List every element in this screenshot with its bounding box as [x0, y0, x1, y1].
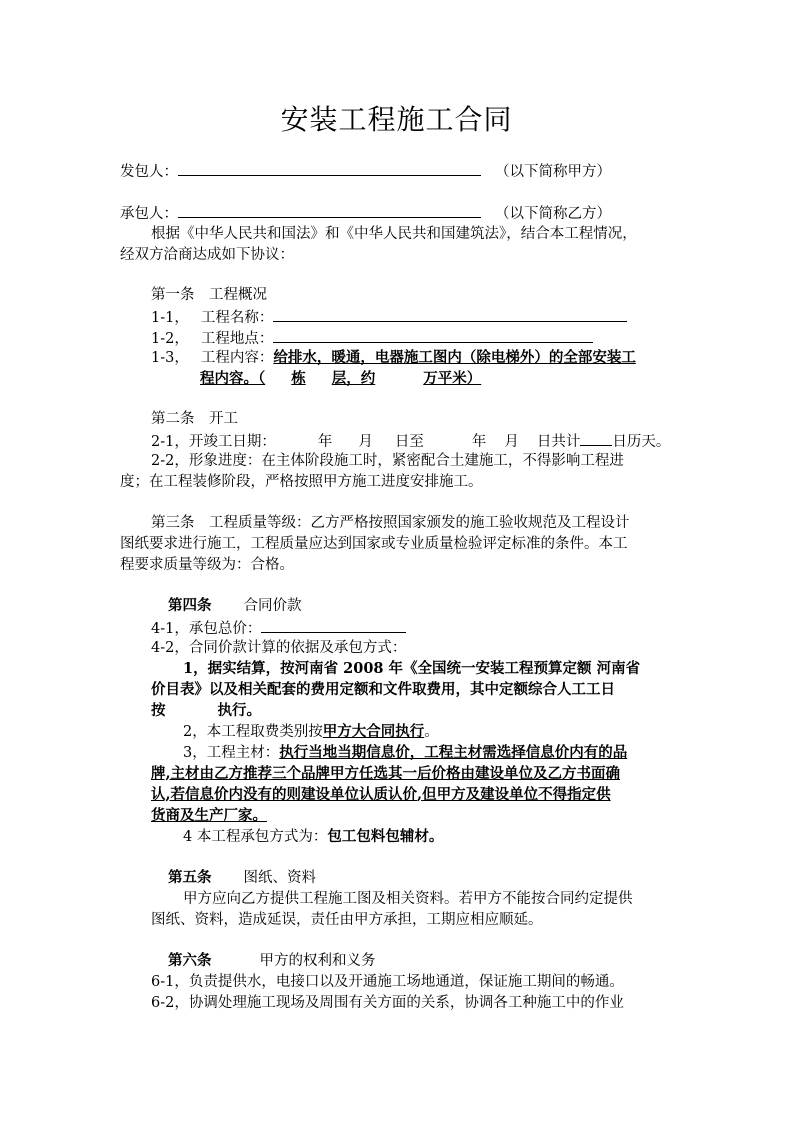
article-5-line-1: 甲方应向乙方提供工程施工图及相关资料。若甲方不能按合同约定提供: [183, 891, 633, 907]
clause-4-3-l3-a: 认,若信息价内没有的则建设单位认质认价: [151, 786, 418, 803]
article-6-number: 第六条: [168, 952, 212, 969]
clause-4-3-line-2: 牌,主材由乙方推荐三个品牌甲方任选其一后价格由建设单位及乙方书面确: [151, 765, 621, 782]
intro-line-1: 根据《中华人民共和国法》和《中华人民共和国建筑法》，结合本工程情况，: [151, 226, 637, 242]
project-content-text: 给排水，暖通，电器施工图内（除电梯外）的全部安装工: [273, 349, 636, 366]
article-5-title: 图纸、资料: [243, 870, 316, 886]
party-b-label: 承包人：: [120, 206, 178, 222]
schedule-label: 2-1，开竣工日期：: [151, 434, 276, 450]
item-2-1: [151, 430, 670, 452]
clause-4-1-line-1: 1，据实结算，按河南省 2008 年《全国统一安装工程预算定额 河南省: [183, 660, 641, 677]
project-name-blank[interactable]: [273, 306, 627, 322]
content-area: 万平米）: [423, 370, 482, 387]
article-4-title: 合同价款: [243, 598, 302, 614]
item-1-3: [151, 348, 636, 368]
start-day: 日至: [394, 434, 424, 450]
clause-4-3-l3-c: 但甲方及建设单位不得指定供: [422, 786, 611, 803]
start-year: 年: [317, 434, 333, 450]
start-month: 月: [358, 434, 373, 450]
item-1-1-number: 1-1，: [151, 310, 189, 326]
clause-4-1-line-3: [151, 701, 261, 721]
clause-4-1-per: 按: [151, 702, 166, 719]
article-2-heading: 第二条 开工: [151, 411, 238, 427]
project-location-label: 工程地点：: [200, 331, 274, 347]
party-a-blank[interactable]: [178, 160, 481, 176]
contract-mode-label: 4 本工程承包方式为：: [183, 829, 328, 845]
article-6-heading: [168, 951, 376, 971]
total-days-blank[interactable]: [580, 430, 612, 446]
party-a-line: [120, 160, 611, 182]
project-content-label: 工程内容：: [200, 350, 274, 366]
article-4-heading: [168, 596, 302, 616]
article-6-title: 甲方的权利和义务: [259, 953, 376, 969]
clause-4-4: [183, 827, 443, 847]
intro-line-2: 经双方洽商达成如下协议：: [120, 247, 294, 263]
contract-mode-value: 包工包料包辅材。: [327, 828, 444, 845]
item-1-3-cont: [200, 369, 481, 389]
clause-4-3-line-4: 货商及生产厂家。: [151, 807, 267, 824]
item-1-2: [151, 327, 593, 349]
project-location-blank[interactable]: [273, 327, 593, 343]
item-6-1: 6-1，负责提供水，电接口以及开通施工场地通道，保证施工期间的畅通。: [151, 974, 624, 990]
article-5-number: 第五条: [168, 869, 212, 886]
clause-4-3-line-3: [151, 785, 611, 805]
fee-category-end: 。: [424, 724, 439, 740]
content-floors: 层，约: [331, 370, 376, 387]
document-title: 安装工程施工合同: [280, 103, 513, 136]
article-3-line-3: 程要求质量等级为：合格。: [120, 557, 294, 573]
article-3-line-1: 第三条 工程质量等级：乙方严格按照国家颁发的施工验收规范及工程设计: [151, 515, 630, 531]
clause-4-2: [183, 722, 439, 742]
item-6-2: 6-2，协调处理施工现场及周围有关方面的关系，协调各工种施工中的作业: [151, 995, 624, 1011]
party-a-note: （以下简称甲方）: [495, 164, 611, 180]
main-material-label: 3，工程主材：: [183, 745, 280, 761]
total-price-blank[interactable]: [261, 617, 406, 633]
item-4-2: 4-2，合同价款计算的依据及承包方式：: [151, 640, 407, 656]
article-3-line-2: 图纸要求进行施工，工程质量应达到国家或专业质量检验评定标准的条件。本工: [120, 536, 628, 552]
article-4-number: 第四条: [168, 597, 212, 614]
clause-4-3-l3-b: ,: [417, 786, 423, 803]
article-1-heading: 第一条 工程概况: [151, 287, 267, 303]
item-1-2-number: 1-2，: [151, 331, 189, 347]
party-b-line: [120, 202, 611, 224]
clause-4-3-line-1: [183, 743, 627, 763]
fee-category-value: 甲方大合同执行: [322, 723, 425, 740]
article-5-heading: [168, 868, 316, 888]
item-4-1: [151, 617, 406, 639]
article-5-line-2: 图纸、资料，造成延误，责任由甲方承担，工期应相应顺延。: [151, 912, 543, 928]
calendar-days: 日历天。: [612, 434, 671, 450]
fee-category-label: 2，本工程取费类别按: [183, 724, 323, 740]
item-1-3-number: 1-3，: [151, 350, 189, 366]
end-day: 日共计: [536, 434, 581, 450]
party-a-label: 发包人：: [120, 164, 178, 180]
item-1-1: [151, 306, 627, 328]
content-cont-a: 程内容。（: [200, 370, 266, 387]
end-year: 年: [471, 434, 487, 450]
party-b-blank[interactable]: [178, 202, 481, 218]
clause-4-1-execute: 执行。: [217, 702, 261, 719]
main-material-text: 执行当地当期信息价，工程主材需选择信息价内有的品: [279, 744, 628, 761]
end-month: 月: [504, 434, 519, 450]
content-building: 栋: [291, 370, 306, 387]
clause-4-1-line-2: 价目表》以及相关配套的费用定额和文件取费用，其中定额综合人工工日: [151, 681, 615, 698]
party-b-note: （以下简称乙方）: [495, 206, 611, 222]
item-2-2-line-1: 2-2，形象进度：在主体阶段施工时，紧密配合土建施工，不得影响工程进: [151, 453, 624, 469]
total-price-label: 4-1，承包总价：: [151, 621, 262, 637]
project-name-label: 工程名称：: [200, 310, 274, 326]
item-2-2-line-2: 度；在工程装修阶段，严格按照甲方施工进度安排施工。: [120, 474, 483, 490]
